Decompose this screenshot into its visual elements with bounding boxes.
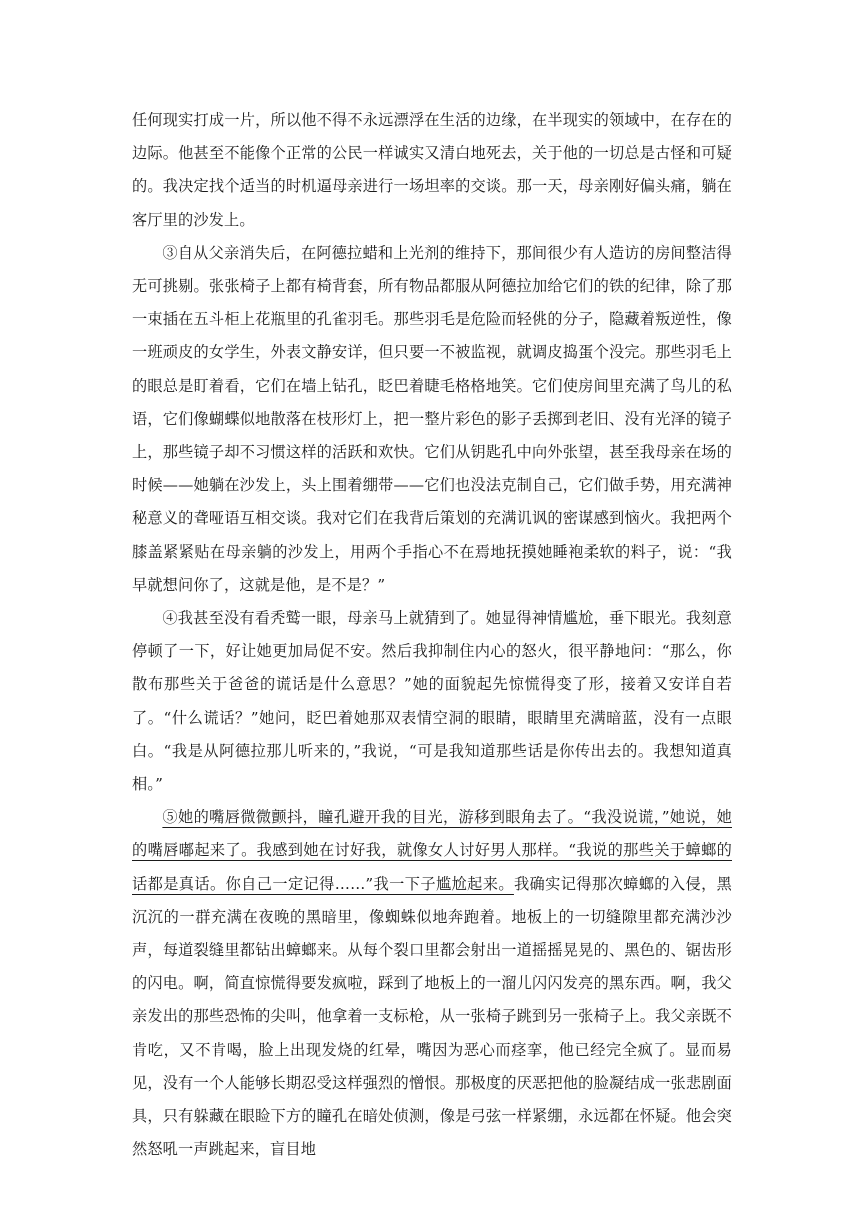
document-page (132, 104, 732, 1167)
paragraph-4: ④我甚至没有看秃鹫一眼，母亲马上就猜到了。她显得神情尴尬，垂下眼光。我刻意停顿了一下，好让她更加局促不安。然后我抑制住内心的怒火，很平静地问：“那么，你散布那些关于爸爸的谎话是什么意思？”她的面貌起先惊慌得变了形，接着又安详自若了。“什么谎话？”她问，眨巴着她那双表情空洞的眼睛，眼睛里充满暗蓝，没有一点眼白。“我是从阿德拉那儿听来的，”我说，“可是我知道那些话是你传出去的。我想知道真相。” (132, 609, 732, 794)
paragraph-5 (132, 801, 732, 1166)
paragraph-5-rest-text: 我确实记得那次蟑螂的入侵，黑沉沉的一群充满在夜晚的黑暗里，像蜘蛛似地奔跑着。地板上的一切缝隙里都充满沙沙声，每道裂缝里都钻出蟑螂来。从每个裂口里都会射出一道摇摇晃晃的、黑色的、锯齿形的闪电。啊，简直惊慌得要发疯啦，踩到了地板上的一溜儿闪闪发亮的黑东西。啊，我父亲发出的那些恐怖的尖叫，他拿着一支标枪，从一张椅子跳到另一张椅子上。我父亲既不肯吃，又不肯喝，脸上出现发烧的红晕，嘴因为恶心而痉挛，他已经完全疯了。显而易见，没有一个人能够长期忍受这样强烈的憎恨。那极度的厌恶把他的脸凝结成一张悲剧面具，只有躲藏在眼睑下方的瞳孔在暗处侦测，像是弓弦一样紧绷，永远都在怀疑。他会突然怒吼一声跳起来，盲目地 (132, 874, 733, 1159)
paragraph-3: ③自从父亲消失后，在阿德拉蜡和上光剂的维持下，那间很少有人造访的房间整洁得无可挑剔。张张椅子上都有椅背套，所有物品都服从阿德拉加给它们的铁的纪律，除了那一束插在五斗柜上花瓶里的孔雀羽毛。那些羽毛是危险而轻佻的分子，隐藏着叛逆性，像一班顽皮的女学生，外表文静安详，但只要一不被监视，就调皮捣蛋个没完。那些羽毛上的眼总是盯着看，它们在墙上钻孔，眨巴着睫毛格格地笑。它们使房间里充满了鸟儿的私语，它们像蝴蝶似地散落在枝形灯上，把一整片彩色的影子丢掷到老旧、没有光泽的镜子上，那些镜子却不习惯这样的活跃和欢快。它们从钥匙孔中向外张望，甚至我母亲在场的时候——她躺在沙发上，头上围着绷带——它们也没法克制自己，它们做手势，用充满神秘意义的聋哑语互相交谈。我对它们在我背后策划的充满讥讽的密谋感到恼火。我把两个膝盖紧紧贴在母亲躺的沙发上，用两个手指心不在焉地抚摸她睡袍柔软的料子，说：“我早就想问你了，这就是他，是不是？” (132, 243, 732, 594)
paragraph-1: 任何现实打成一片，所以他不得不永远漂浮在生活的边缘，在半现实的领域中，在存在的边际。他甚至不能像个正常的公民一样诚实又清白地死去，关于他的一切总是古怪和可疑的。我决定找个适当的时机逼母亲进行一场坦率的交谈。那一天，母亲刚好偏头痛，躺在客厅里的沙发上。 (132, 111, 732, 229)
paragraph-5-underlined-text: ⑤她的嘴唇微微颤抖，瞳孔避开我的目光，游移到眼角去了。“我没说谎，”她说，她的嘴唇嘟起来了。我感到她在讨好我，就像女人讨好男人那样。“我说的那些关于蟑螂的话都是真话。你自己一定记得……”我一下子尴尬起来。 (132, 808, 732, 893)
